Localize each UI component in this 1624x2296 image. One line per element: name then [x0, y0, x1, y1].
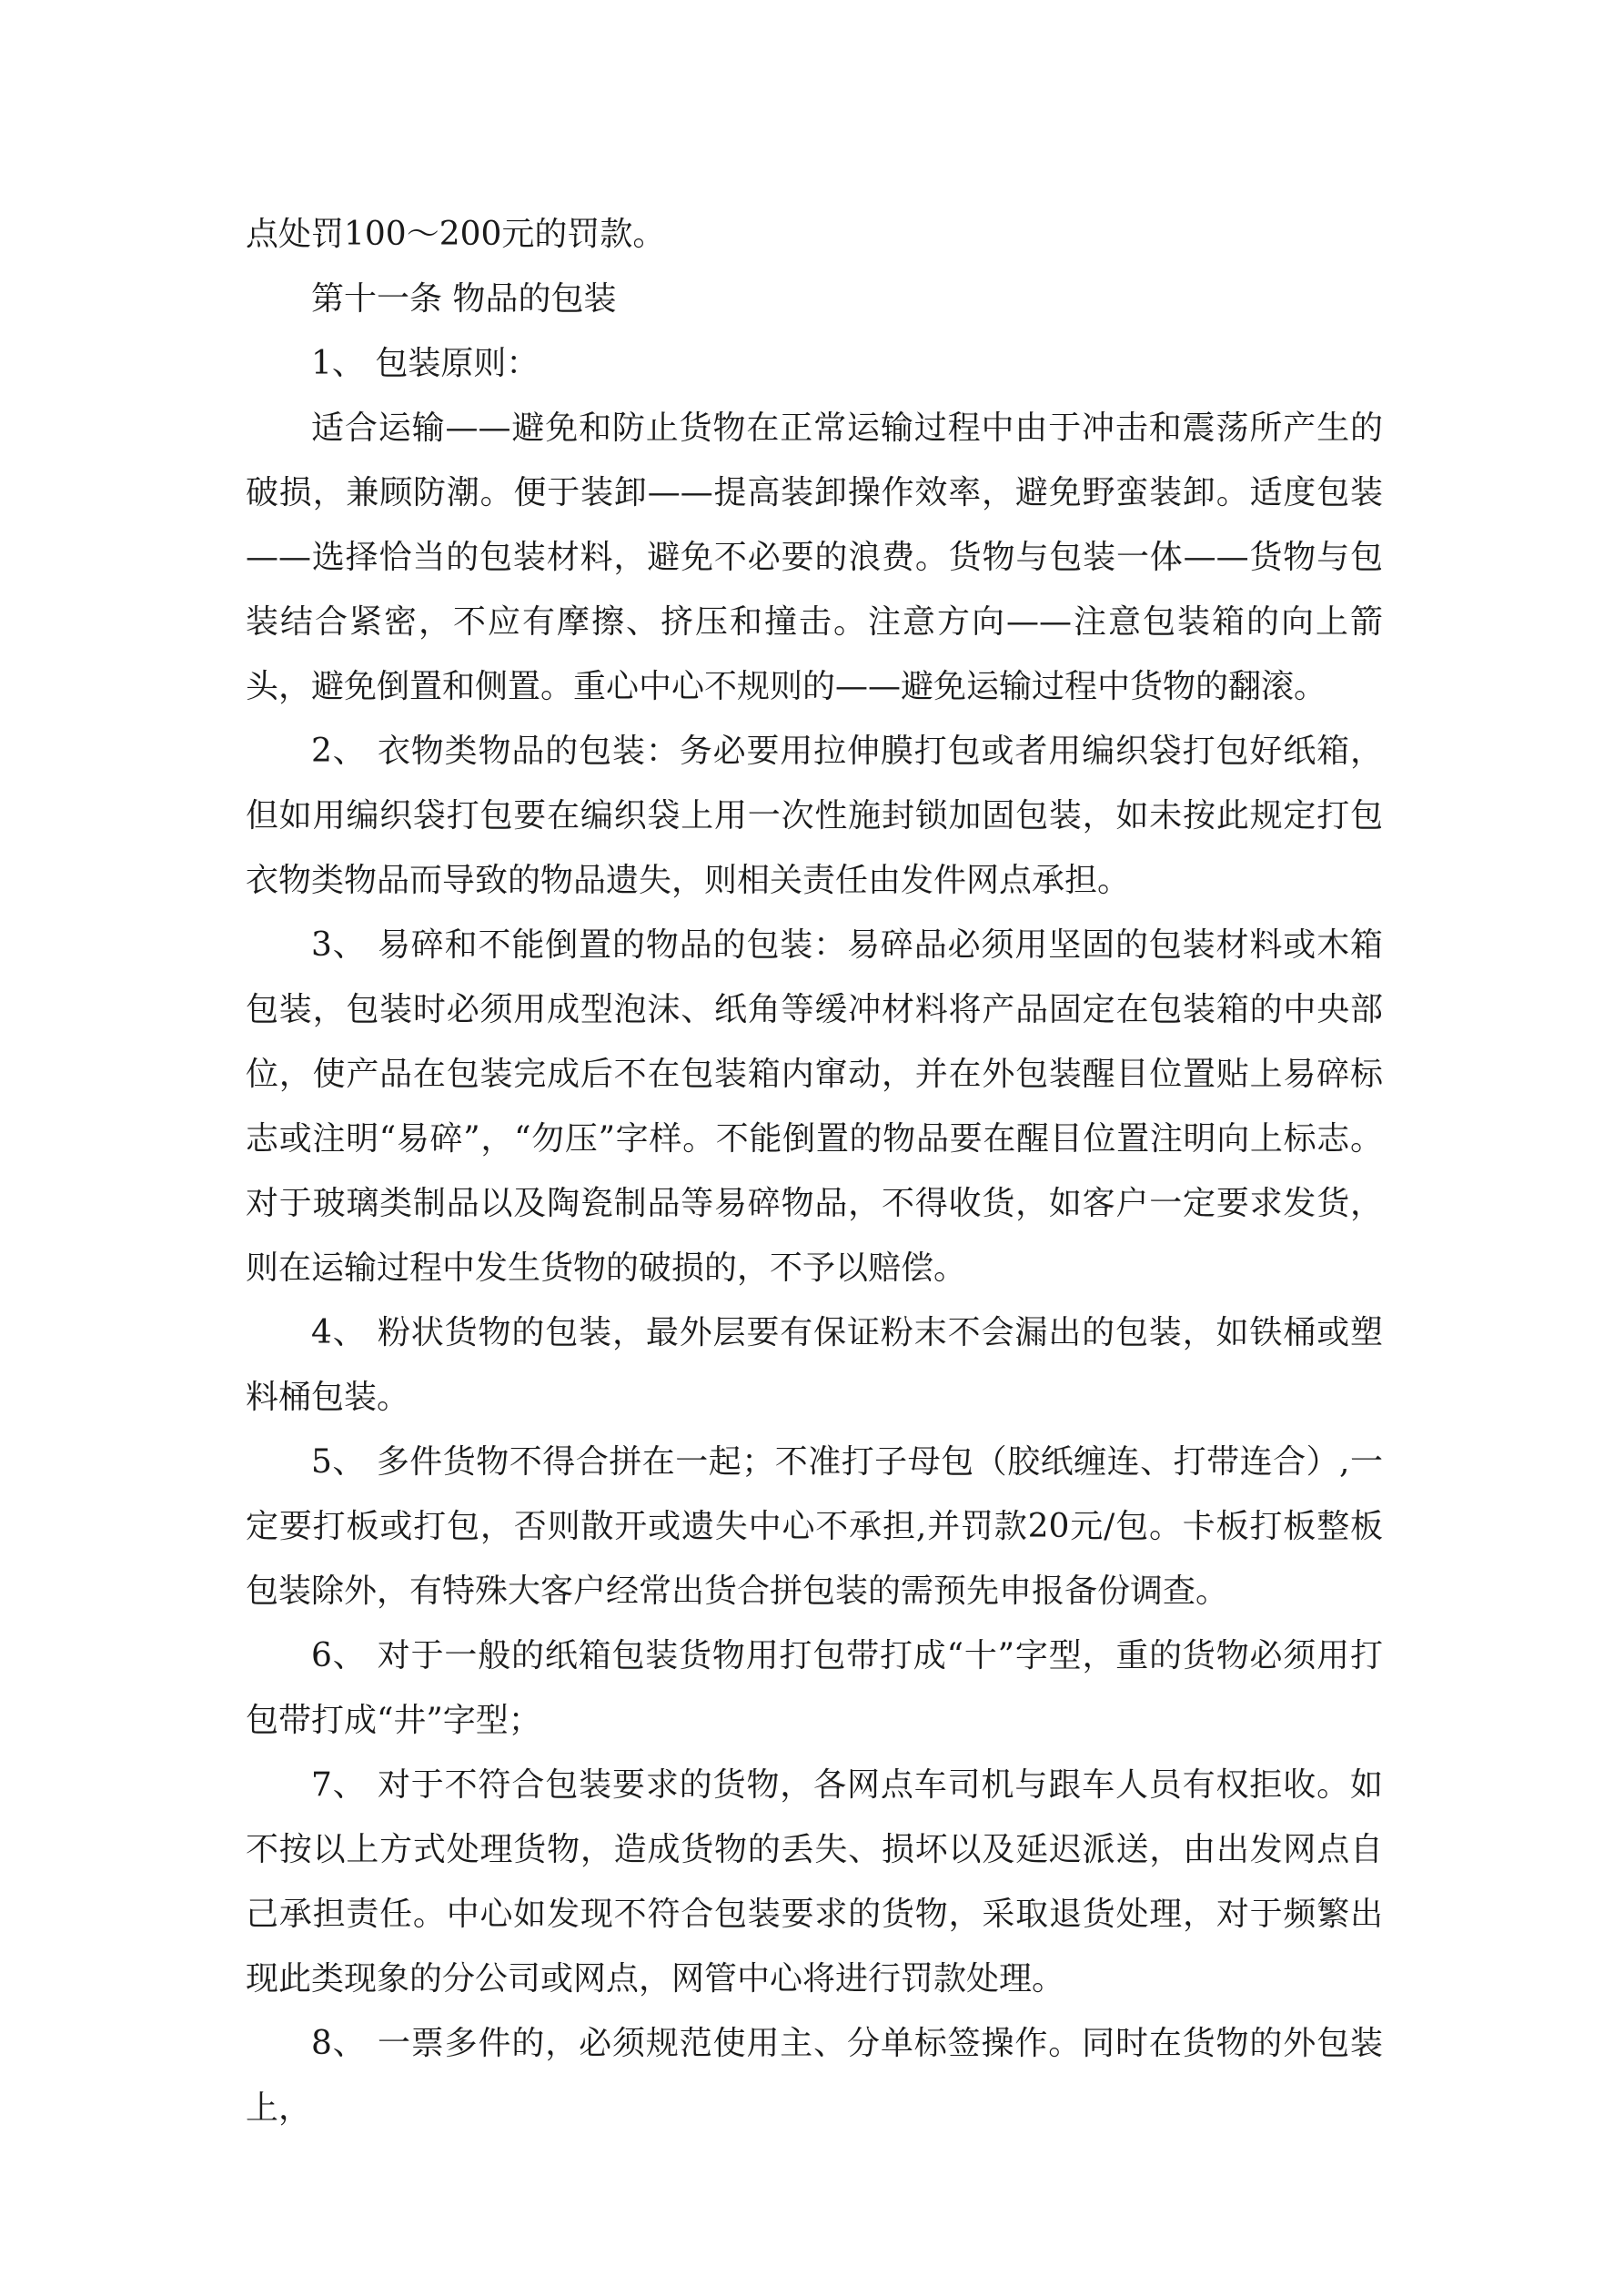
- article-heading: 第十一条 物品的包装: [311, 280, 617, 318]
- paragraph-packaging-principles: 适合运输——避免和防止货物在正常运输过程中由于冲击和震荡所产生的破损，兼顾防潮。便于装卸——提高装卸操作效率，避免野蛮装卸。适度包装——选择恰当的包装材料，避免不必要的浪费。货物与包装一体——货物与包装结合紧密，不应有摩擦、挤压和撞击。注意方向——注意包装箱的向上箭头，避免倒置和侧置。重心中心不规则的——避免运输过程中货物的翻滚。: [246, 410, 1383, 705]
- paragraph-item-1-heading: 1、 包装原则：: [311, 345, 540, 382]
- paragraph-continuation: 点处罚100～200元的罚款。: [246, 216, 666, 253]
- paragraph-item-5: 5、 多件货物不得合拼在一起；不准打子母包（胶纸缠连、打带连合）,一定要打板或打包，否则散开或遗失中心不承担,并罚款20元/包。卡板打板整板包装除外，有特殊大客户经常出货合拼包装的需预先申报备份调查。: [246, 1443, 1383, 1610]
- paragraph-item-6: 6、 对于一般的纸箱包装货物用打包带打成“十”字型，重的货物必须用打包带打成“井”字型；: [246, 1637, 1383, 1739]
- paragraph-item-8: 8、 一票多件的，必须规范使用主、分单标签操作。同时在货物的外包装上，: [246, 2025, 1383, 2127]
- document-body: [246, 202, 1383, 2140]
- paragraph-item-4: 4、 粉状货物的包装，最外层要有保证粉末不会漏出的包装，如铁桶或塑料桶包装。: [246, 1314, 1383, 1416]
- paragraph-item-7: 7、 对于不符合包装要求的货物，各网点车司机与跟车人员有权拒收。如不按以上方式处理货物，造成货物的丢失、损坏以及延迟派送，由出发网点自己承担责任。中心如发现不符合包装要求的货物，采取退货处理，对于频繁出现此类现象的分公司或网点，网管中心将进行罚款处理。: [246, 1766, 1383, 1998]
- paragraph-item-2: 2、 衣物类物品的包装：务必要用拉伸膜打包或者用编织袋打包好纸箱，但如用编织袋打包要在编织袋上用一次性施封锁加固包装，如未按此规定打包衣物类物品而导致的物品遗失，则相关责任由发件网点承担。: [246, 733, 1383, 899]
- paragraph-item-3: 3、 易碎和不能倒置的物品的包装：易碎品必须用坚固的包装材料或木箱包装，包装时必须用成型泡沫、纸角等缓冲材料将产品固定在包装箱的中央部位，使产品在包装完成后不在包装箱内窜动，并在外包装醒目位置贴上易碎标志或注明“易碎”，“勿压”字样。不能倒置的物品要在醒目位置注明向上标志。对于玻璃类制品以及陶瓷制品等易碎物品，不得收货，如客户一定要求发货，则在运输过程中发生货物的破损的，不予以赔偿。: [246, 926, 1383, 1287]
